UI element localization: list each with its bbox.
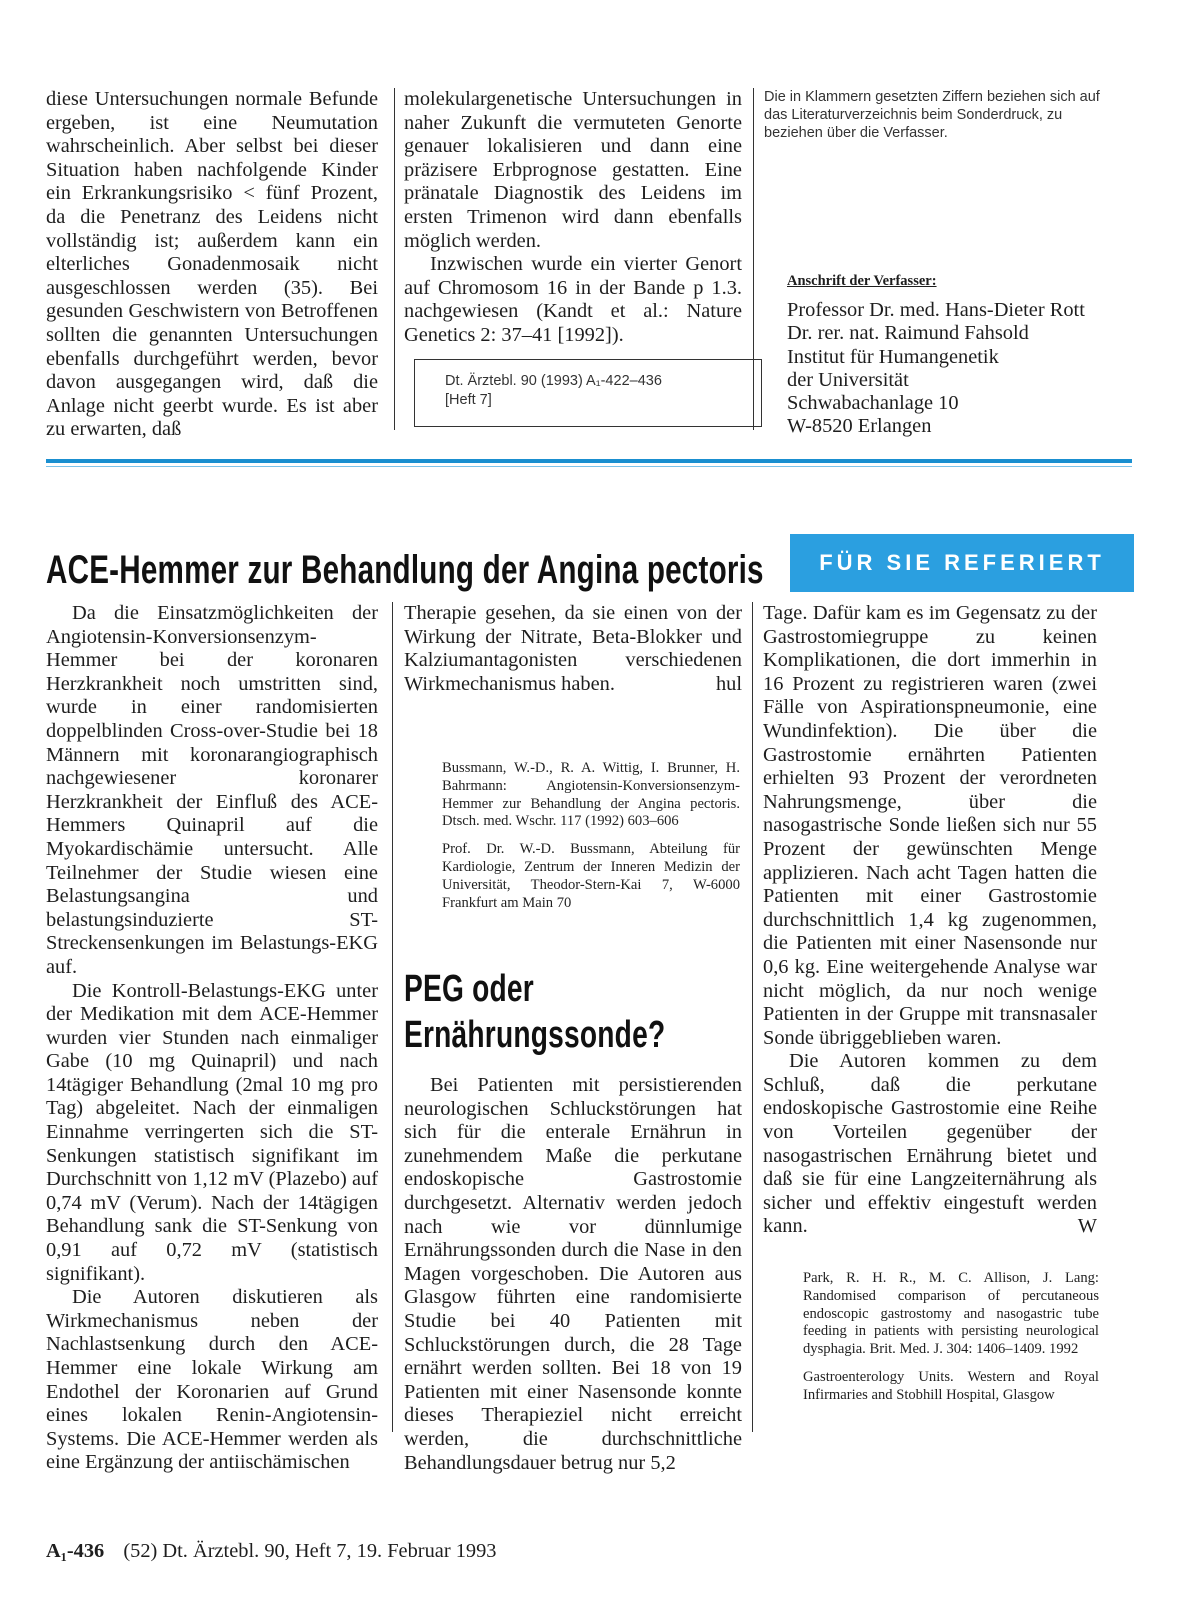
address-label: Anschrift der Verfasser: xyxy=(787,273,937,289)
address-line: der Universität xyxy=(787,368,909,391)
address-line: Professor Dr. med. Hans-Dieter Rott xyxy=(787,299,1085,322)
section-banner: FÜR SIE REFERIERT xyxy=(790,534,1134,592)
article1-col2 xyxy=(404,602,742,696)
top-col2-paragraph: Inzwischen wurde ein vierter Genort auf Chromosom 16 in der Bande p 1.3. nachgewiesen (Kandt et al.: Nature Genetics 2: 37–41 [1992]). xyxy=(404,253,742,346)
top-col2-text xyxy=(404,88,742,348)
top-col2-paragraph: molekulargenetische Untersuchungen in naher Zukunft die vermuteten Genorte genauer lokalisieren und dann eine präzisere Erbprognose gestatten. Eine pränatale Diagnostik des Leidens im ersten Trimenon wird dann ebenfalls möglich werden. xyxy=(404,88,742,252)
article1-paragraph: Da die Einsatzmöglichkeiten der Angiotensin-Konversionsenzym-Hemmer bei der koronaren Herzkrankheit noch umstritten sind, wurde in einer randomisierten doppelblinden Cross-over-Studie bei 18 Männern mit koronarangiographisch nachgewiesener koronarer Herzkrankheit der Einfluß des ACE-Hemmers Quinapril auf die Myokardischämie untersucht. Alle Teilnehmer der Studie wiesen eine Belastungsangina und belastungsinduzierte ST-Streckensenkungen im Belastungs-EKG auf. xyxy=(46,602,378,978)
address-line: W-8520 Erlangen xyxy=(787,415,932,438)
column-rule xyxy=(752,602,753,1432)
article1-col1 xyxy=(46,602,378,1475)
citation-line: Dt. Ärztebl. 90 (1993) A₁-422–436 xyxy=(445,373,662,389)
article1-references xyxy=(442,760,740,922)
reference-address: Prof. Dr. W.-D. Bussmann, Abteilung für Kardiologie, Zentrum der Inneren Medizin der Universität, Theodor-Stern-Kai 7, W-6000 Frankfurt am Main 70 xyxy=(442,841,740,911)
article-title: PEG oder Ernährungssonde? xyxy=(404,968,666,1056)
citation-line: [Heft 7] xyxy=(445,392,492,408)
address-line: Dr. rer. nat. Raimund Fahsold xyxy=(787,322,1029,345)
footer-citation: (52) Dt. Ärztebl. 90, Heft 7, 19. Februar 1993 xyxy=(123,1540,497,1562)
article2-references xyxy=(803,1270,1099,1415)
article2-col3 xyxy=(763,602,1097,1239)
address-line: Institut für Humangenetik xyxy=(787,345,999,368)
article2-col2 xyxy=(404,1074,742,1475)
author-signature: W xyxy=(1077,1215,1097,1238)
column-rule xyxy=(753,88,754,430)
article1-paragraph: Therapie gesehen, da sie einen von der Wirkung der Nitrate, Beta-Blokker und Kalziumantagonisten verschiedenen Wirkmechanismus haben. hul xyxy=(404,602,742,695)
page-number: A₁-436 xyxy=(46,1540,105,1562)
section-divider xyxy=(46,459,1132,463)
column-rule xyxy=(394,88,395,430)
page-footer xyxy=(46,1540,497,1563)
reference-citation: Park, R. H. R., M. C. Allison, J. Lang: Randomised comparison of percutaneous endoscopic gastrostomy and nasogastric tube feeding in patients with persisting neurological dysphagia. Brit. Med. J. 304: 1406–1409. 1992 xyxy=(803,1270,1099,1358)
article1-paragraph: Die Kontroll-Belastungs-EKG unter der Medikation mit dem ACE-Hemmer wurden vier Stunden nach einmaliger Gabe (10 mg Quinapril) und nach 14tägiger Behandlung (2mal 10 mg pro Tag) abgeleitet. Nach der einmaligen Einnahme verringerten sich die ST-Senkungen statistisch signifikant im Durchschnitt von 1,12 mV (Plazebo) auf 0,74 mV (Verum). Nach der 14tägigen Behandlung sank die ST-Senkung von 0,91 auf 0,72 mV (statistisch signifikant). xyxy=(46,979,378,1285)
reference-address: Gastroenterology Units. Western and Royal Infirmaries and Stobhill Hospital, Glasgow xyxy=(803,1368,1099,1403)
top-col1-text: diese Untersuchungen normale Befunde ergeben, ist eine Neumutation wahrscheinlich. Aber selbst bei dieser Situation haben nachfolgende Kinder ein Erkrankungsrisiko < fünf Prozent, da die Penetranz des Leidens nicht vollständig ist; außerdem kann ein elterliches Gonadenmosaik nicht ausgeschlossen werden (35). Bei gesunden Geschwistern von Betroffenen sollten die genannten Untersuchungen ebenfalls durchgeführt werden, bevor davon ausgegangen wird, daß die Anlage nicht geerbt wurde. Es ist aber zu erwarten, daß xyxy=(46,88,378,441)
literature-note: Die in Klammern gesetzten Ziffern beziehen sich auf das Literaturverzeichnis beim Sonderdruck, zu beziehen über die Verfasser. xyxy=(764,89,1100,141)
article2-paragraph: Tage. Dafür kam es im Gegensatz zu der Gastrostomiegruppe zu keinen Komplikationen, die dort immerhin in 16 Prozent zu registrieren waren (zwei Fälle von Aspirationspneumonie, eine Wundinfektion). Die über die Gastrostomie ernährten Patienten erhielten 93 Prozent der verordneten Nahrungsmenge, über die nasogastrische Sonde ließen sich nur 55 Prozent der gewünschten Menge applizieren. Nach acht Tagen hatten die Patienten mit einer Gastrostomie durchschnittlich 1,4 kg zugenommen, die Patienten mit einer Nasensonde nur 0,6 kg. Eine weitergehende Analyse war nicht möglich, da nur noch wenige Patienten in der Gruppe mit transnasaler Sonde übriggeblieben waren. xyxy=(763,602,1097,1049)
citation-box xyxy=(414,359,762,427)
article-title: ACE-Hemmer zur Behandlung der Angina pectoris xyxy=(46,548,764,592)
article2-paragraph: Die Autoren kommen zu dem Schluß, daß die perkutane endoskopische Gastrostomie eine Reihe von Vorteilen gegenüber der nasogastrischen Ernährung bietet und daß sie für eine Langzeiternährung als sicher und effektiv eingestuft werden kann. W xyxy=(763,1050,1097,1238)
reference-citation: Bussmann, W.-D., R. A. Wittig, I. Brunner, H. Bahrmann: Angiotensin-Konversionsenzym-Hemmer zur Behandlung der Angina pectoris. Dtsch. med. Wschr. 117 (1992) 603–606 xyxy=(442,760,740,830)
article2-paragraph: Bei Patienten mit persistierenden neurologischen Schluckstörungen hat sich für die enterale Ernährun in zunehmendem Maße die perkutane endoskopische Gastrostomie durchgesetzt. Alternativ werden jedoch nach wie vor dünnlumige Ernährungssonden durch die Nase in den Magen vorgeschoben. Die Autoren aus Glasgow führten eine randomisierte Studie bei 40 Patienten mit Schluckstörungen durch, die 28 Tage ernährt werden sollten. Bei 18 von 19 Patienten mit einer Nasensonde konnte dieses Therapieziel nicht erreicht werden, die durchschnittliche Behandlungsdauer betrug nur 5,2 xyxy=(404,1074,742,1474)
section-divider-thin xyxy=(46,466,1132,467)
author-signature: hul xyxy=(715,672,742,695)
address-line: Schwabachanlage 10 xyxy=(787,392,959,415)
column-rule xyxy=(392,602,393,1432)
article1-paragraph: Die Autoren diskutieren als Wirkmechanismus neben der Nachlastsenkung durch den ACE-Hemmer eine lokale Wirkung am Endothel der Koronarien auf Grund eines lokalen Renin-Angiotensin-Systems. Die ACE-Hemmer werden als eine Ergänzung der antiischämischen xyxy=(46,1286,378,1474)
author-address xyxy=(787,270,1147,438)
